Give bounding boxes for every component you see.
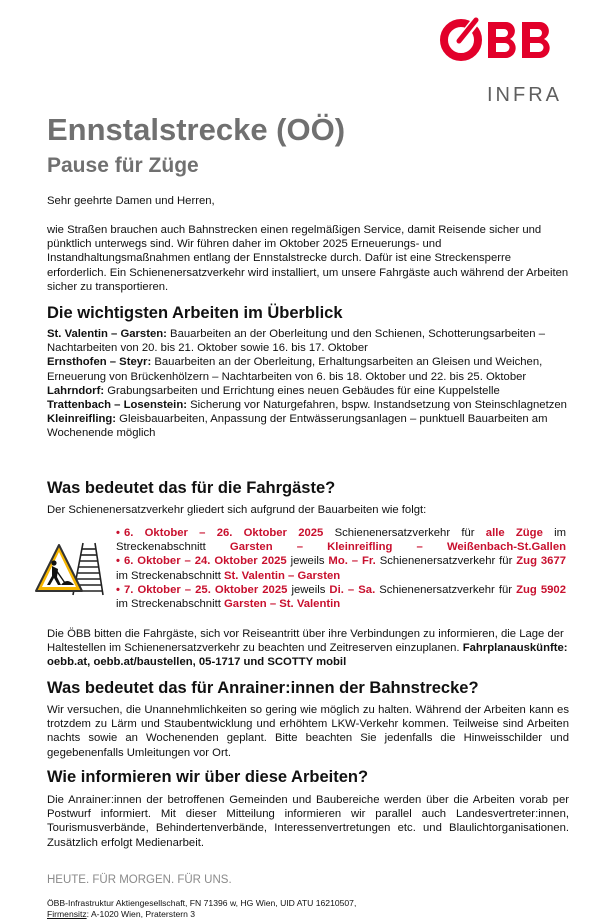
work-location: Lahrndorf: [47, 384, 105, 397]
service-section: Garsten – St. Valentin [224, 598, 341, 611]
company-seat-label: Firmensitz [47, 909, 87, 919]
service-text: Schienenersatzverkehr für [323, 527, 486, 539]
work-item [47, 327, 569, 355]
service-text: jeweils [286, 555, 329, 568]
work-description: Bauarbeiten an der Oberleitung, Erhaltungsarbeiten an Gleisen und Weichen, Erneuerung von Brückenhölzern – Nachtarbeiten von 6. bis 18. Oktober und 22. bis 25. Oktober [47, 356, 543, 383]
construction-worker-warning-sign-icon [35, 541, 107, 597]
bullet-icon: • [116, 583, 120, 596]
company-seat-value: : A-1020 Wien, Praterstern 3 [86, 909, 196, 919]
service-days: Di. – Sa. [329, 583, 376, 596]
work-description: Gleisbauarbeiten, Anpassung der Entwässerungsanlagen – punktuell Bauarbeiten am Wochenende möglich [47, 413, 548, 440]
work-location: St. Valentin – Garsten: [47, 328, 167, 340]
replacement-service-item [116, 526, 566, 554]
page-title: Ennstalstrecke (OÖ) [47, 112, 346, 147]
information-paragraph: Die Anrainer:innen der betroffenen Gemeinden und Baubereiche werden über die Arbeiten vorab per Postwurf informiert. Mit dieser Mitteilung informieren wir parallel auch Landesvertreter:innen, Tourismusverbände, Behindertenverbände, Interessenvertretungen etc. und Blaulichtorganisationen. Zusätzlich erfolgt Medienarbeit. [47, 794, 569, 849]
work-location: Kleinreifling: [47, 413, 117, 426]
service-days: Mo. – Fr. [328, 555, 376, 568]
service-text: im Streckenabschnitt [116, 598, 224, 611]
work-item [47, 398, 569, 412]
service-text: Schienenersatzverkehr für [375, 555, 517, 568]
replacement-service-item [116, 583, 566, 611]
residents-heading: Was bedeutet das für Anrainer:innen der Bahnstrecke? [47, 679, 479, 697]
work-description: Bauarbeiten an der Oberleitung und den Schienen, Schotterungsarbeiten – Nachtarbeiten von 20. bis 21. Oktober sowie 16. bis 17. Oktober [47, 328, 546, 355]
service-text: im Streckenabschnitt [116, 527, 567, 554]
information-heading: Wie informieren wir über diese Arbeiten? [47, 768, 369, 786]
passengers-note-text: Die ÖBB bitten die Fahrgäste, sich vor Reiseantritt über ihre Verbindungen zu informieren, die Lage der Haltestellen im Schienenersatzverkehr zu beachten und Zeitreserven einzuplanen. [47, 628, 564, 655]
passengers-note [47, 627, 569, 670]
work-description: Sicherung vor Naturgefahren, bspw. Instandsetzung von Steinschlagnetzen [187, 399, 567, 412]
service-trains: alle Züge [485, 527, 543, 539]
timetable-info: Fahrplanauskünfte: oebb.at, oebb.at/baustellen, 05-1717 und SCOTTY mobil [47, 642, 568, 669]
page-subtitle: Pause für Züge [47, 154, 199, 177]
work-item [47, 412, 569, 440]
intro-paragraph: wie Straßen brauchen auch Bahnstrecken einen regelmäßigen Service, damit Reisende sicher und pünktlich unterwegs sind. Wir führen daher im Oktober 2025 Erneuerungs- und Instandhaltungsmaßnahmen entlang der Ennstalstrecke durch. Dafür ist eine Streckensperre erforderlich. Ein Schienenersatzverkehr wird installiert, um unsere Fahrgäste auch während der Arbeiten sicher zu transportieren. [47, 224, 569, 293]
bullet-icon: • [116, 555, 120, 568]
work-location: Trattenbach – Losenstein: [47, 399, 187, 412]
bullet-icon: • [116, 527, 120, 539]
slogan: HEUTE. FÜR MORGEN. FÜR UNS. [47, 874, 232, 886]
passengers-lead: Der Schienenersatzverkehr gliedert sich aufgrund der Bauarbeiten wie folgt: [47, 504, 427, 516]
replacement-service-item [116, 554, 566, 582]
work-item [47, 384, 569, 398]
works-heading: Die wichtigsten Arbeiten im Überblick [47, 304, 343, 322]
salutation: Sehr geehrte Damen und Herren, [47, 195, 215, 207]
service-section: St. Valentin – Garsten [224, 569, 341, 582]
service-trains: Zug 3677 [516, 555, 567, 568]
service-trains: Zug 5902 [516, 583, 566, 596]
passengers-heading: Was bedeutet das für die Fahrgäste? [47, 479, 336, 497]
work-description: Grabungsarbeiten und Errichtung eines neuen Gebäudes für eine Kuppelstelle [104, 384, 500, 397]
service-dates: 6. Oktober – 24. Oktober 2025 [123, 555, 287, 568]
logo-division-label: INFRA [487, 84, 562, 106]
replacement-service-list [116, 526, 566, 611]
work-item [47, 355, 569, 383]
service-text: Schienenersatzverkehr für [375, 583, 517, 596]
company-imprint [47, 898, 356, 920]
works-list [47, 327, 569, 441]
oebb-infra-logo [440, 14, 566, 104]
work-location: Ernsthofen – Steyr: [47, 356, 152, 369]
service-dates: 7. Oktober – 25. Oktober 2025 [123, 583, 288, 596]
company-details: ÖBB-Infrastruktur Aktiengesellschaft, FN 71396 w, HG Wien, UID ATU 16210507, [47, 898, 357, 908]
service-section: Garsten – Kleinreifling – Weißenbach-St.Gallen [229, 541, 566, 554]
service-text: jeweils [287, 583, 330, 596]
oebb-logo-icon [440, 14, 566, 64]
service-text: im Streckenabschnitt [116, 569, 224, 582]
residents-paragraph: Wir versuchen, die Unannehmlichkeiten so gering wie möglich zu halten. Während der Arbeiten kann es trotzdem zu Lärm und Staubentwicklung und erhöhtem LKW-Verkehr kommen. Teilweise sind Arbeiten nachts sowie an Wochenenden geplant. Bitte beachten Sie jedenfalls die Hinweisschilder und gegebenenfalls Umleitungen vor Ort. [47, 704, 569, 759]
service-dates: 6. Oktober – 26. Oktober 2025 [123, 527, 324, 539]
